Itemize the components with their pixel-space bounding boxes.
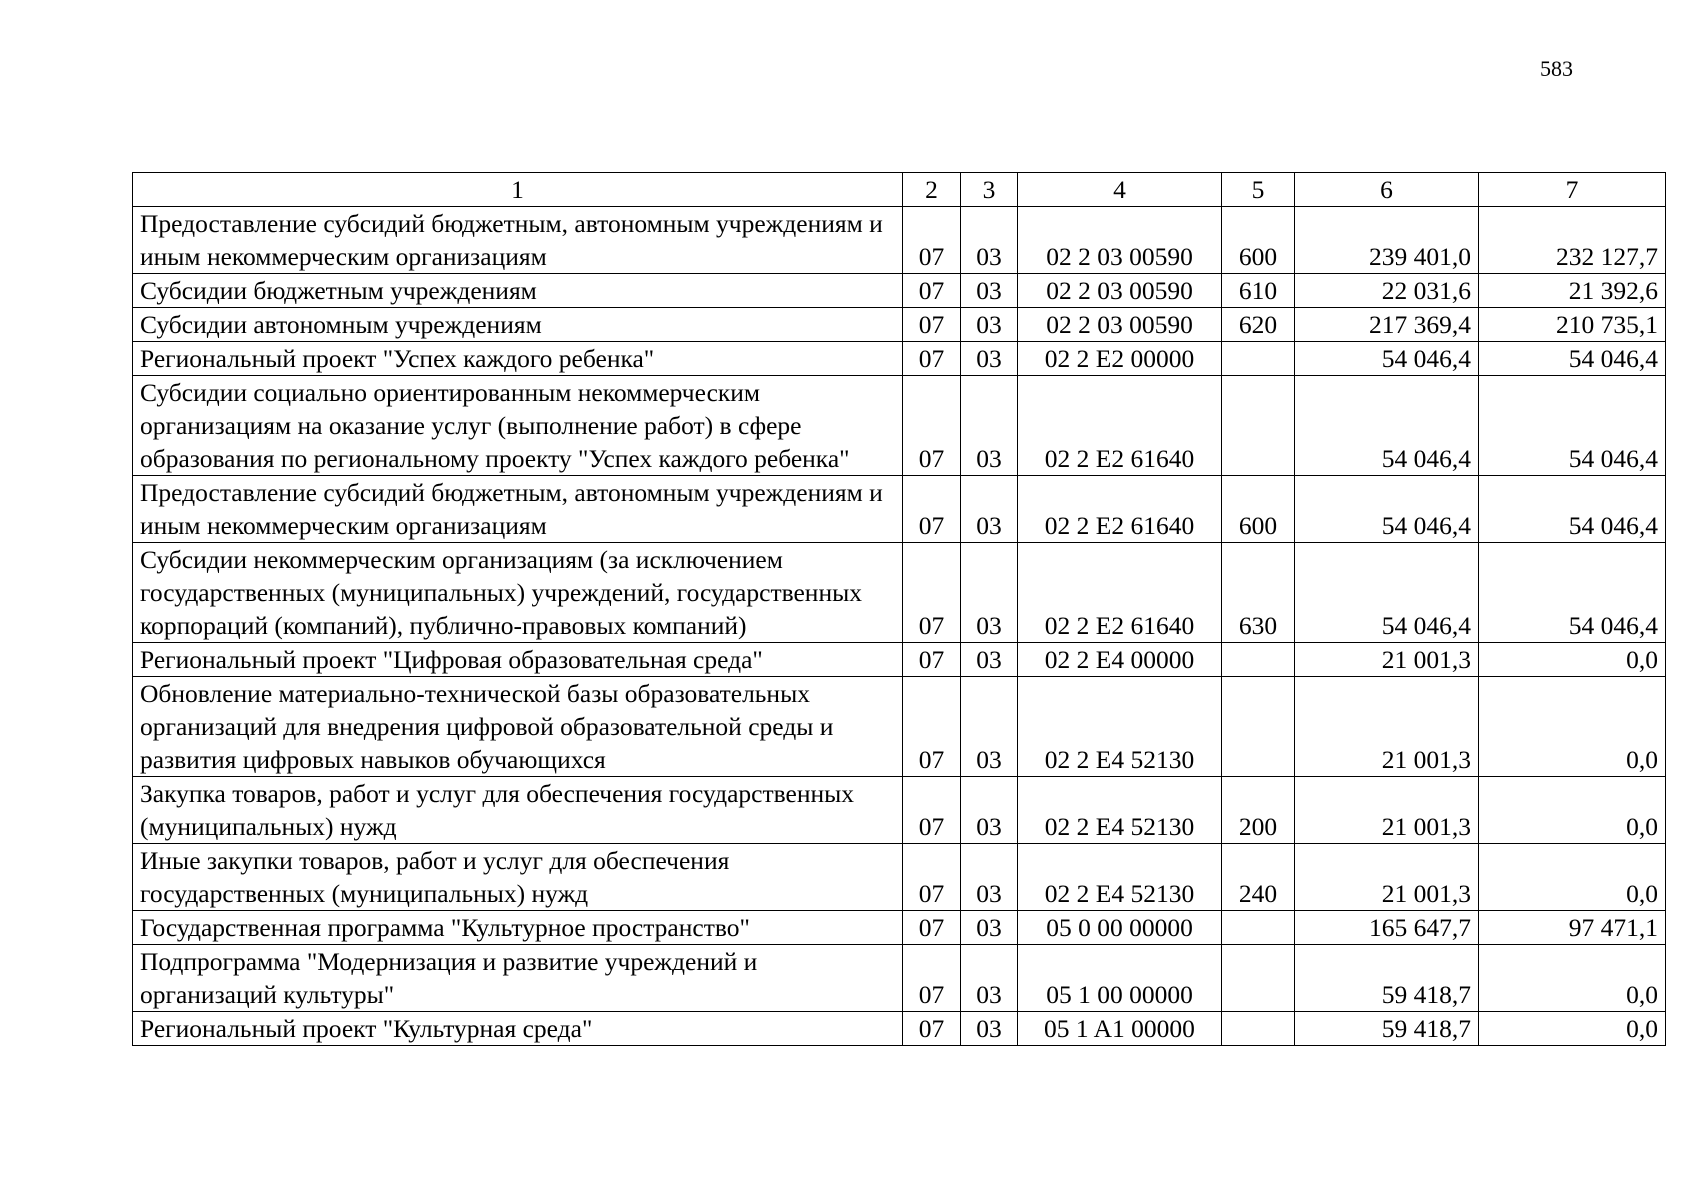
- cell-amount-col-7: 232 127,7: [1479, 207, 1666, 274]
- table-body: [133, 207, 1666, 1046]
- cell-expense-type: [1222, 376, 1295, 476]
- cell-section: 07: [903, 1012, 961, 1046]
- cell-target-article: 02 2 E2 00000: [1018, 342, 1222, 376]
- cell-subsection: 03: [961, 476, 1018, 543]
- cell-target-article: 02 2 E4 52130: [1018, 844, 1222, 911]
- cell-name: Предоставление субсидий бюджетным, автономным учреждениям и иным некоммерческим организациям: [133, 476, 903, 543]
- cell-amount-col-7: 54 046,4: [1479, 476, 1666, 543]
- cell-amount-col-6: 22 031,6: [1295, 274, 1479, 308]
- cell-subsection: 03: [961, 274, 1018, 308]
- table-row: [133, 777, 1666, 844]
- page-number: 583: [1540, 56, 1573, 81]
- cell-expense-type: 600: [1222, 476, 1295, 543]
- cell-amount-col-6: 59 418,7: [1295, 1012, 1479, 1046]
- cell-amount-col-7: 0,0: [1479, 677, 1666, 777]
- cell-section: 07: [903, 643, 961, 677]
- cell-expense-type: [1222, 643, 1295, 677]
- cell-amount-col-7: 0,0: [1479, 945, 1666, 1012]
- cell-subsection: 03: [961, 945, 1018, 1012]
- table-row: [133, 677, 1666, 777]
- table-row: [133, 643, 1666, 677]
- cell-expense-type: [1222, 1012, 1295, 1046]
- header-col-5: 5: [1222, 173, 1295, 207]
- cell-expense-type: 240: [1222, 844, 1295, 911]
- cell-subsection: 03: [961, 376, 1018, 476]
- budget-table: [132, 172, 1666, 1046]
- cell-subsection: 03: [961, 844, 1018, 911]
- cell-amount-col-7: 21 392,6: [1479, 274, 1666, 308]
- table-row: [133, 476, 1666, 543]
- cell-amount-col-6: 21 001,3: [1295, 677, 1479, 777]
- header-row: [133, 173, 1666, 207]
- cell-amount-col-6: 54 046,4: [1295, 342, 1479, 376]
- cell-expense-type: [1222, 945, 1295, 1012]
- cell-subsection: 03: [961, 911, 1018, 945]
- cell-expense-type: 610: [1222, 274, 1295, 308]
- cell-amount-col-6: 54 046,4: [1295, 376, 1479, 476]
- cell-target-article: 02 2 E2 61640: [1018, 476, 1222, 543]
- table-row: [133, 911, 1666, 945]
- cell-subsection: 03: [961, 342, 1018, 376]
- cell-amount-col-6: 217 369,4: [1295, 308, 1479, 342]
- table-row: [133, 543, 1666, 643]
- cell-expense-type: [1222, 677, 1295, 777]
- cell-amount-col-7: 54 046,4: [1479, 543, 1666, 643]
- cell-section: 07: [903, 342, 961, 376]
- cell-name: Подпрограмма "Модернизация и развитие учреждений и организаций культуры": [133, 945, 903, 1012]
- cell-amount-col-6: 21 001,3: [1295, 643, 1479, 677]
- cell-expense-type: [1222, 342, 1295, 376]
- cell-target-article: 05 1 00 00000: [1018, 945, 1222, 1012]
- cell-target-article: 05 0 00 00000: [1018, 911, 1222, 945]
- cell-section: 07: [903, 476, 961, 543]
- cell-amount-col-7: 54 046,4: [1479, 342, 1666, 376]
- cell-subsection: 03: [961, 677, 1018, 777]
- header-col-1: 1: [133, 173, 903, 207]
- cell-name: Субсидии бюджетным учреждениям: [133, 274, 903, 308]
- cell-name: Региональный проект "Успех каждого ребенка": [133, 342, 903, 376]
- cell-name: Региональный проект "Культурная среда": [133, 1012, 903, 1046]
- cell-target-article: 05 1 A1 00000: [1018, 1012, 1222, 1046]
- header-col-6: 6: [1295, 173, 1479, 207]
- table-row: [133, 945, 1666, 1012]
- cell-target-article: 02 2 E4 00000: [1018, 643, 1222, 677]
- cell-expense-type: 200: [1222, 777, 1295, 844]
- cell-target-article: 02 2 E4 52130: [1018, 677, 1222, 777]
- header-col-7: 7: [1479, 173, 1666, 207]
- header-col-3: 3: [961, 173, 1018, 207]
- cell-subsection: 03: [961, 643, 1018, 677]
- cell-name: Обновление материально-технической базы образовательных организаций для внедрения цифровой образовательной среды и развития цифровых навыков обучающихся: [133, 677, 903, 777]
- table-row: [133, 342, 1666, 376]
- cell-amount-col-7: 0,0: [1479, 777, 1666, 844]
- cell-name: Предоставление субсидий бюджетным, автономным учреждениям и иным некоммерческим организациям: [133, 207, 903, 274]
- cell-amount-col-7: 0,0: [1479, 844, 1666, 911]
- cell-section: 07: [903, 543, 961, 643]
- cell-amount-col-7: 0,0: [1479, 1012, 1666, 1046]
- cell-expense-type: 620: [1222, 308, 1295, 342]
- cell-target-article: 02 2 03 00590: [1018, 207, 1222, 274]
- cell-subsection: 03: [961, 308, 1018, 342]
- cell-section: 07: [903, 844, 961, 911]
- cell-amount-col-7: 97 471,1: [1479, 911, 1666, 945]
- cell-name: Государственная программа "Культурное пространство": [133, 911, 903, 945]
- cell-target-article: 02 2 E2 61640: [1018, 543, 1222, 643]
- cell-amount-col-7: 54 046,4: [1479, 376, 1666, 476]
- cell-subsection: 03: [961, 543, 1018, 643]
- cell-amount-col-6: 59 418,7: [1295, 945, 1479, 1012]
- header-col-4: 4: [1018, 173, 1222, 207]
- cell-expense-type: [1222, 911, 1295, 945]
- cell-subsection: 03: [961, 207, 1018, 274]
- table-row: [133, 274, 1666, 308]
- cell-expense-type: 600: [1222, 207, 1295, 274]
- cell-section: 07: [903, 677, 961, 777]
- table-row: [133, 308, 1666, 342]
- cell-amount-col-6: 21 001,3: [1295, 777, 1479, 844]
- cell-section: 07: [903, 207, 961, 274]
- header-col-2: 2: [903, 173, 961, 207]
- cell-section: 07: [903, 945, 961, 1012]
- cell-name: Субсидии некоммерческим организациям (за исключением государственных (муниципальных) учреждений, государственных корпораций (компаний), публично-правовых компаний): [133, 543, 903, 643]
- cell-section: 07: [903, 911, 961, 945]
- cell-section: 07: [903, 376, 961, 476]
- cell-name: Региональный проект "Цифровая образовательная среда": [133, 643, 903, 677]
- cell-amount-col-7: 210 735,1: [1479, 308, 1666, 342]
- cell-name: Закупка товаров, работ и услуг для обеспечения государственных (муниципальных) нужд: [133, 777, 903, 844]
- cell-amount-col-7: 0,0: [1479, 643, 1666, 677]
- table-row: [133, 376, 1666, 476]
- cell-subsection: 03: [961, 1012, 1018, 1046]
- cell-name: Субсидии социально ориентированным некоммерческим организациям на оказание услуг (выполнение работ) в сфере образования по региональному проекту "Успех каждого ребенка": [133, 376, 903, 476]
- cell-subsection: 03: [961, 777, 1018, 844]
- cell-section: 07: [903, 777, 961, 844]
- table-row: [133, 207, 1666, 274]
- cell-target-article: 02 2 E2 61640: [1018, 376, 1222, 476]
- cell-target-article: 02 2 03 00590: [1018, 274, 1222, 308]
- cell-section: 07: [903, 308, 961, 342]
- table-row: [133, 844, 1666, 911]
- cell-target-article: 02 2 E4 52130: [1018, 777, 1222, 844]
- cell-amount-col-6: 21 001,3: [1295, 844, 1479, 911]
- cell-name: Субсидии автономным учреждениям: [133, 308, 903, 342]
- cell-amount-col-6: 54 046,4: [1295, 543, 1479, 643]
- cell-amount-col-6: 239 401,0: [1295, 207, 1479, 274]
- cell-amount-col-6: 165 647,7: [1295, 911, 1479, 945]
- cell-name: Иные закупки товаров, работ и услуг для обеспечения государственных (муниципальных) нужд: [133, 844, 903, 911]
- cell-expense-type: 630: [1222, 543, 1295, 643]
- cell-amount-col-6: 54 046,4: [1295, 476, 1479, 543]
- table-row: [133, 1012, 1666, 1046]
- cell-target-article: 02 2 03 00590: [1018, 308, 1222, 342]
- cell-section: 07: [903, 274, 961, 308]
